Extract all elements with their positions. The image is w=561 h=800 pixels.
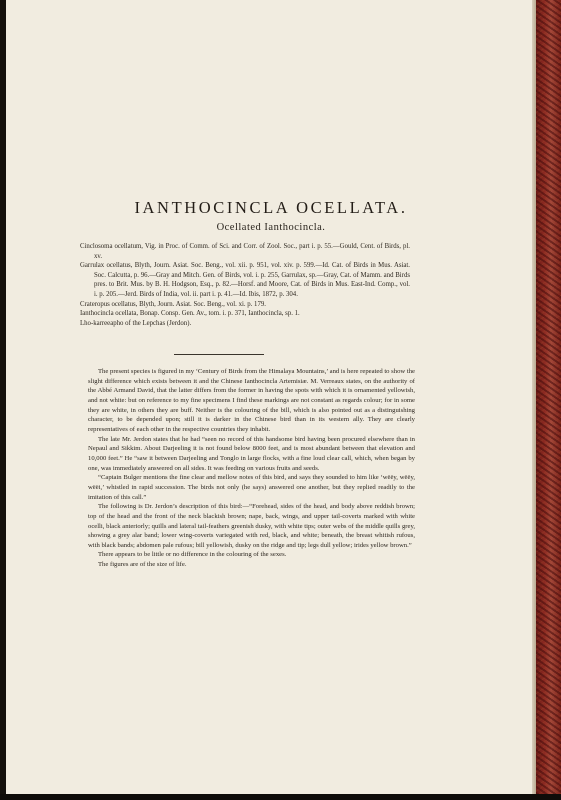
synonymy-entry: Garrulax ocellatus, Blyth, Journ. Asiat. Soc. Beng., vol. xii. p. 951, vol. xiv. p. 599.—Id. Cat. of Birds in Mus. Asiat. Soc. Calcutta, p. 96.—Gray and Mitch. Gen. of Birds, vol. i. p. 255, Garrulax, sp.—Gray, Cat. of Mamm. and Birds pres. to Brit. Mus. by B. H. Hodgson, Esq., p. 82.—Horsf. and Moore, Cat. of Birds in Mus. East-Ind. Comp., vol. i. p. 205.—Jerd. Birds of India, vol. ii. part i. p. 41.—Id. Ibis, 1872, p. 304. xyxy=(80,262,410,298)
body-paragraph: The late Mr. Jerdon states that he had “seen no record of this handsome bird having been procured elsewhere than in Nepaul and Sikkim. About Darjeeling it is not found below 8000 feet, and is most abundant between that elevation and 10,000 feet.” He “saw it between Darjeeling and Tonglo in large flocks, with a fine loud clear call, which, when began by one, was immediately answered on all sides. It was feeding on various fruits and seeds. xyxy=(88,435,415,472)
page-subtitle: Ocellated Ianthocincla. xyxy=(216,222,326,233)
page-title: IANTHOCINCLA OCELLATA. xyxy=(134,198,408,217)
body-paragraph: The present species is figured in my ‘Century of Birds from the Himalaya Mountains,’ and is here repeated to show the slight difference which exists between it and the Chinese Ianthocincla Artemisiæ. M. Verreaux states, on the authority of the Abbé Armand David, that the latter differs from the former in having the spots with which it is ornamented yellowish, and not white: but on reference to my fine specimens I find these markings are not constant as regards colour; for in some they are white, in others they are buff. Neither is the colouring of the bill, which is also pointed out as a distinguishing character, to be depended upon; still it is darker in the Chinese bird than in its western ally. They are clearly representatives of each other in the respective countries they inhabit. xyxy=(88,368,415,433)
synonymy-entry: Cinclosoma ocellatum, Vig. in Proc. of Comm. of Sci. and Corr. of Zool. Soc., part i. p. 55.—Gould, Cent. of Birds, pl. xv. xyxy=(80,243,410,260)
body-paragraph: “Captain Bulger mentions the fine clear and mellow notes of this bird, and says they sounded to him like ‘wëëy, wëëy, wëëi,’ whistled in rapid succession. The birds not only (he says) answered one another, but they replied readily to the imitation of this call.” xyxy=(88,474,415,501)
body-paragraph: The figures are of the size of life. xyxy=(98,561,187,569)
body-paragraph: There appears to be little or no difference in the colouring of the sexes. xyxy=(98,551,287,559)
background-bottom xyxy=(0,794,561,800)
book-cover-spine xyxy=(536,0,561,794)
body-text xyxy=(88,367,415,570)
body-paragraph: The following is Dr. Jerdon’s description of this bird:—“Forehead, sides of the head, and body above reddish brown; top of the head and the front of the neck blackish brown; nape, back, wings, and upper tail-coverts marked with white ocelli, black anteriorly; quills and lateral tail-feathers greenish dusky, with white tips; outer webs of the middle quills grey, showing a grey alar band; lower wing-coverts variegated with red, black, and white; beneath, the breast whitish rufous, with black bands; abdomen pale rufous; bill yellowish, dusky on the ridge and tip; legs dull yellow; irides yellow brown.” xyxy=(88,503,415,549)
synonymy-entry: Ianthocincla ocellata, Bonap. Consp. Gen. Av., tom. i. p. 371, Ianthocincla, sp. 1. xyxy=(80,310,300,318)
section-divider xyxy=(174,354,264,355)
synonymy-entry: Crateropus ocellatus, Blyth, Journ. Asiat. Soc. Beng., vol. xi. p. 179. xyxy=(80,300,266,308)
synonymy-entry: Lho-karreeapho of the Lepchas (Jerdon). xyxy=(80,319,192,327)
synonymy-list xyxy=(80,242,410,328)
